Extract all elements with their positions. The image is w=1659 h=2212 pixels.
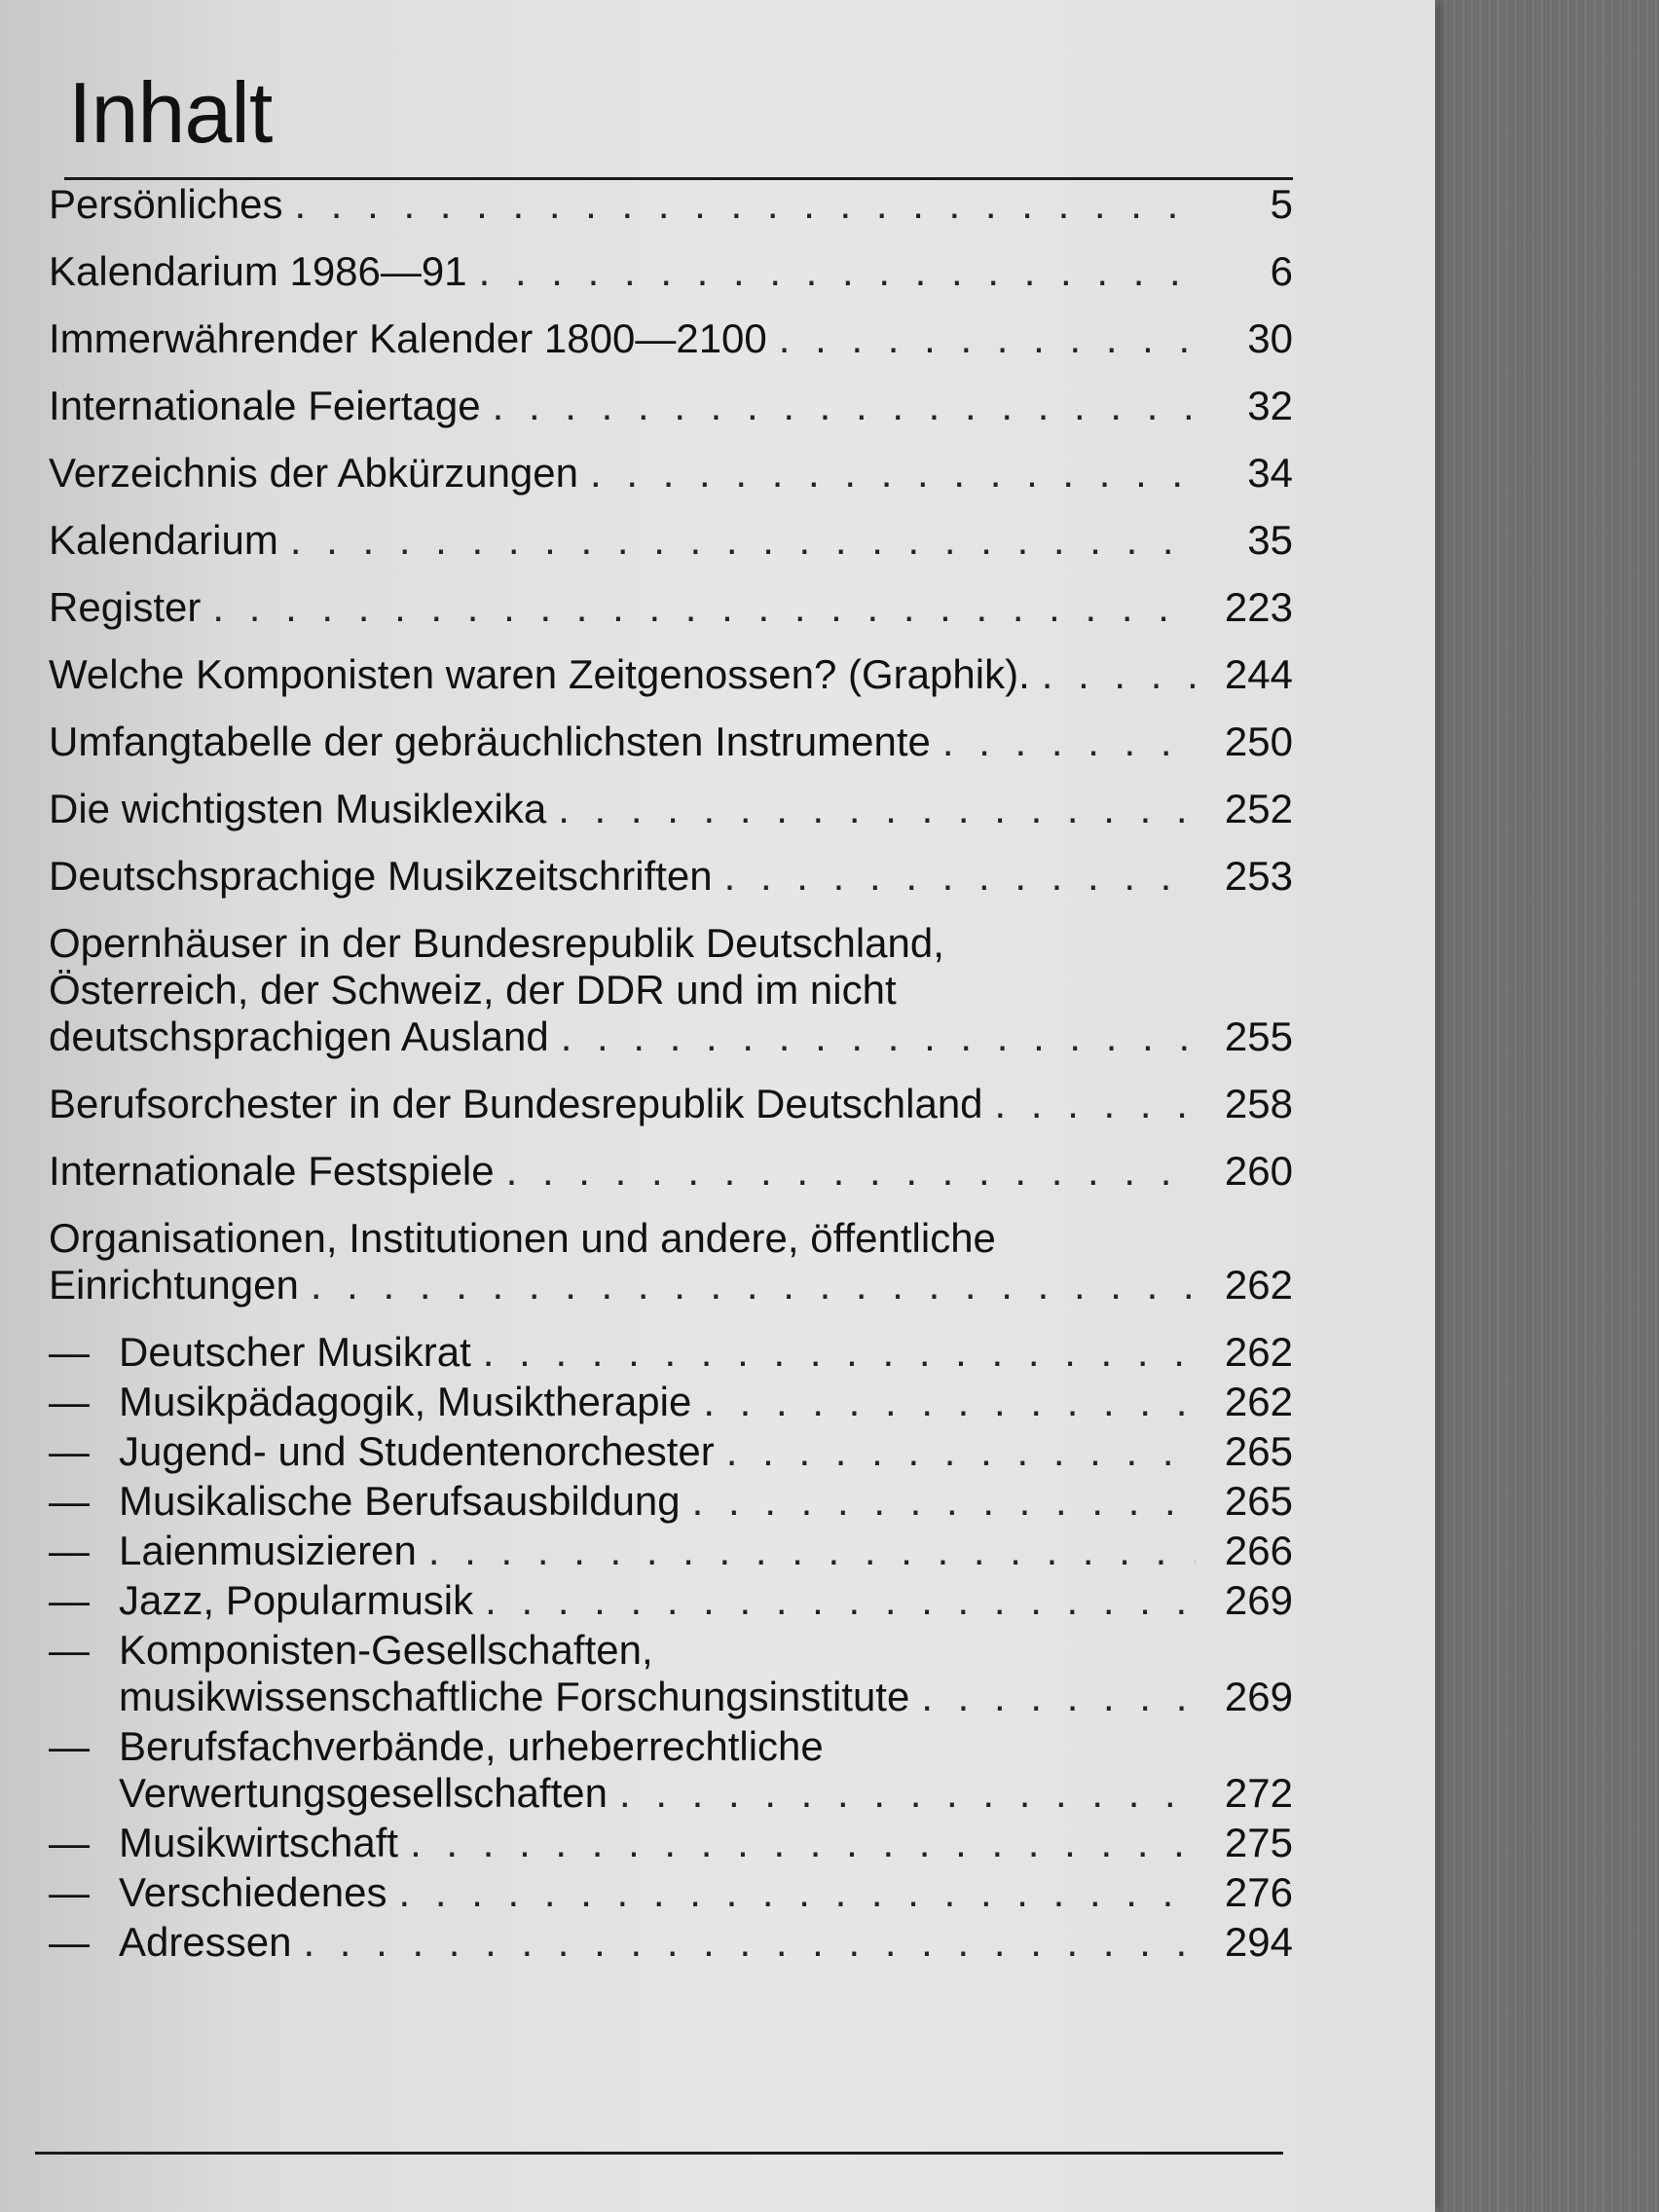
- page-number: 30: [1247, 315, 1293, 361]
- entry-dash: —: [49, 1329, 90, 1375]
- entry-final-line: [49, 719, 1293, 765]
- entry-final-line: [119, 1674, 1293, 1720]
- toc-entry: [49, 719, 1293, 765]
- dot-leader: [703, 1379, 1196, 1425]
- toc-subentry: [49, 1869, 1293, 1916]
- dot-leader: [619, 1770, 1196, 1817]
- entry-final-line: [49, 651, 1293, 698]
- dot-leader: [290, 517, 1196, 564]
- entry-final-line: [119, 1869, 1293, 1916]
- page-number: 269: [1224, 1577, 1293, 1623]
- dot-leader: [921, 1674, 1196, 1720]
- page-number: 265: [1224, 1428, 1293, 1474]
- dot-leader: [506, 1148, 1196, 1195]
- entry-title: Musikpädagogik, Musiktherapie: [119, 1379, 692, 1424]
- toc-entry: [49, 786, 1293, 832]
- dot-leader: [692, 1478, 1196, 1525]
- dot-leader: [479, 248, 1196, 295]
- entry-final-line: [49, 853, 1293, 900]
- entry-title: deutschsprachigen Ausland: [49, 1014, 549, 1059]
- dot-leader: [212, 584, 1196, 631]
- toc-subentry: [49, 1478, 1293, 1525]
- entry-dash: —: [49, 1528, 90, 1573]
- toc-entry: [49, 383, 1293, 429]
- page-number: 252: [1224, 786, 1293, 831]
- entry-title-line: Österreich, der Schweiz, der DDR und im nicht: [49, 967, 897, 1013]
- entry-title: musikwissenschaftliche Forschungsinstitute: [119, 1674, 910, 1719]
- entry-final-line: [49, 248, 1293, 295]
- dot-leader: [303, 1919, 1196, 1966]
- toc-subentry: [49, 1723, 1293, 1817]
- page-number: 265: [1224, 1478, 1293, 1524]
- entry-title: Deutschsprachige Musikzeitschriften: [49, 853, 713, 899]
- entry-final-line: [49, 315, 1293, 362]
- page-number: 294: [1224, 1919, 1293, 1965]
- entry-title: Immerwährender Kalender 1800—2100: [49, 315, 767, 361]
- dot-leader: [558, 786, 1196, 832]
- entry-final-line: [119, 1379, 1293, 1425]
- entry-dash: —: [49, 1428, 90, 1474]
- page-number: 272: [1224, 1770, 1293, 1816]
- dot-leader: [410, 1820, 1196, 1866]
- entry-final-line: [119, 1820, 1293, 1866]
- dot-leader: [399, 1869, 1196, 1916]
- entry-final-line: [119, 1577, 1293, 1624]
- toc-subentry: [49, 1428, 1293, 1475]
- dot-leader: [561, 1014, 1196, 1060]
- toc-entry: [49, 920, 1293, 1060]
- dot-leader: [1042, 651, 1196, 698]
- entry-title: Internationale Festspiele: [49, 1148, 495, 1194]
- table-of-contents: [49, 181, 1293, 1969]
- dot-leader: [428, 1528, 1196, 1574]
- page-title: Inhalt: [68, 64, 273, 161]
- entry-final-line: [49, 181, 1293, 228]
- entry-dash: —: [49, 1478, 90, 1524]
- toc-subentry: [49, 1577, 1293, 1624]
- page-number: 262: [1224, 1329, 1293, 1375]
- page-number: 269: [1224, 1674, 1293, 1719]
- entry-dash: —: [49, 1627, 90, 1673]
- page-number: 260: [1224, 1148, 1293, 1194]
- page-number: 276: [1224, 1869, 1293, 1915]
- toc-subentry: [49, 1919, 1293, 1966]
- entry-final-line: [119, 1478, 1293, 1525]
- dot-leader: [724, 853, 1196, 900]
- dot-leader: [590, 450, 1196, 497]
- toc-entry: [49, 450, 1293, 497]
- page-number: 266: [1224, 1528, 1293, 1573]
- entry-final-line: [49, 1148, 1293, 1195]
- entry-final-line: [49, 517, 1293, 564]
- dot-leader: [483, 1329, 1196, 1376]
- dot-leader: [779, 315, 1196, 362]
- entry-title: Register: [49, 584, 202, 630]
- dot-leader: [294, 181, 1196, 228]
- entry-dash: —: [49, 1723, 90, 1769]
- entry-title: Persönliches: [49, 181, 283, 227]
- background-surface: [1431, 0, 1659, 2212]
- entry-dash: —: [49, 1379, 90, 1424]
- entry-title: Kalendarium: [49, 517, 278, 563]
- entry-title-line: Berufsfachverbände, urheberrechtliche: [119, 1723, 824, 1769]
- toc-entry: [49, 248, 1293, 295]
- page-number: 255: [1224, 1014, 1293, 1059]
- toc-subentry: [49, 1379, 1293, 1425]
- entry-title: Verschiedenes: [119, 1869, 387, 1915]
- entry-final-line: [119, 1329, 1293, 1376]
- page-number: 275: [1224, 1820, 1293, 1865]
- dot-leader: [726, 1428, 1196, 1475]
- toc-entry: [49, 1148, 1293, 1195]
- entry-title-line: Organisationen, Institutionen und andere, öffentliche: [49, 1215, 996, 1261]
- entry-title-line: Opernhäuser in der Bundesrepublik Deutschland,: [49, 920, 944, 966]
- toc-subentry: [49, 1528, 1293, 1574]
- page-number: 32: [1247, 383, 1293, 428]
- toc-subentry: [49, 1820, 1293, 1866]
- toc-subentry: [49, 1329, 1293, 1376]
- entry-final-line: [49, 584, 1293, 631]
- dot-leader: [493, 383, 1196, 429]
- toc-entry: [49, 1081, 1293, 1127]
- entry-title: Musikwirtschaft: [119, 1820, 399, 1865]
- entry-title: Einrichtungen: [49, 1262, 299, 1308]
- entry-title: Deutscher Musikrat: [119, 1329, 471, 1375]
- dot-leader: [485, 1577, 1196, 1624]
- page-number: 262: [1224, 1262, 1293, 1308]
- toc-entry: [49, 853, 1293, 900]
- toc-entry: [49, 315, 1293, 362]
- entry-title: Laienmusizieren: [119, 1528, 417, 1573]
- dot-leader: [942, 719, 1196, 765]
- entry-title-line: Komponisten-Gesellschaften,: [119, 1627, 653, 1673]
- toc-entry: [49, 584, 1293, 631]
- entry-dash: —: [49, 1919, 90, 1965]
- entry-final-line: [119, 1428, 1293, 1475]
- page-number: 250: [1224, 719, 1293, 764]
- entry-title: Die wichtigsten Musiklexika: [49, 786, 547, 831]
- page-number: 35: [1247, 517, 1293, 563]
- entry-title: Adressen: [119, 1919, 292, 1965]
- page-number: 6: [1270, 248, 1293, 294]
- entry-dash: —: [49, 1869, 90, 1915]
- entry-final-line: [49, 786, 1293, 832]
- toc-entry: [49, 651, 1293, 698]
- entry-final-line: [49, 450, 1293, 497]
- entry-title: Jazz, Popularmusik: [119, 1577, 474, 1623]
- entry-title: Umfangtabelle der gebräuchlichsten Instrumente: [49, 719, 931, 764]
- entry-title: Verzeichnis der Abkürzungen: [49, 450, 579, 496]
- entry-dash: —: [49, 1577, 90, 1623]
- entry-title: Verwertungsgesellschaften: [119, 1770, 608, 1816]
- page-number: 244: [1224, 651, 1293, 697]
- entry-title: Musikalische Berufsausbildung: [119, 1478, 681, 1524]
- entry-dash: —: [49, 1820, 90, 1865]
- title-rule: [64, 177, 1293, 180]
- entry-title: Berufsorchester in der Bundesrepublik Deutschland: [49, 1081, 983, 1126]
- entry-final-line: [119, 1770, 1293, 1817]
- page-number: 223: [1224, 584, 1293, 630]
- page-number: 262: [1224, 1379, 1293, 1424]
- page-number: 258: [1224, 1081, 1293, 1126]
- footer-rule: [35, 2152, 1283, 2155]
- entry-final-line: [49, 383, 1293, 429]
- dot-leader: [311, 1262, 1196, 1309]
- toc-entry: [49, 181, 1293, 228]
- page-number: 253: [1224, 853, 1293, 899]
- entry-title: Jugend- und Studentenorchester: [119, 1428, 715, 1474]
- entry-final-line: [49, 1014, 1293, 1060]
- toc-entry: [49, 1215, 1293, 1309]
- entry-final-line: [49, 1262, 1293, 1309]
- page-number: 34: [1247, 450, 1293, 496]
- dot-leader: [995, 1081, 1196, 1127]
- entry-title: Kalendarium 1986—91: [49, 248, 467, 294]
- toc-entry: [49, 517, 1293, 564]
- entry-final-line: [119, 1528, 1293, 1574]
- entry-final-line: [49, 1081, 1293, 1127]
- toc-subentry: [49, 1627, 1293, 1720]
- page-number: 5: [1270, 181, 1293, 227]
- entry-title: Internationale Feiertage: [49, 383, 481, 428]
- entry-title: Welche Komponisten waren Zeitgenossen? (Graphik).: [49, 651, 1030, 697]
- entry-final-line: [119, 1919, 1293, 1966]
